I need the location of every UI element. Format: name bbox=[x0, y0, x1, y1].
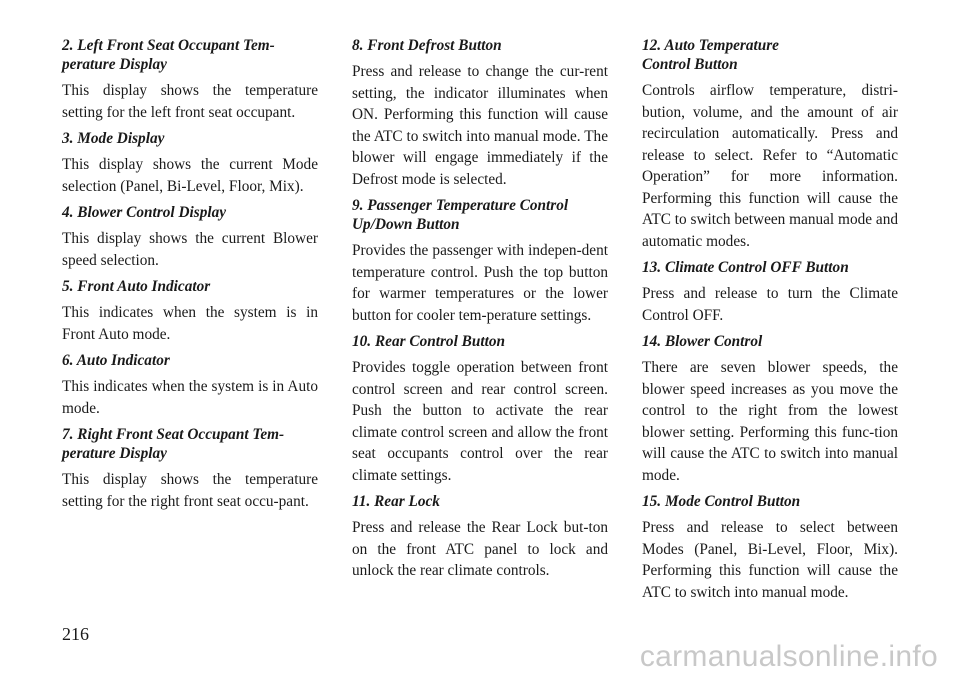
section-climate-control-off-button bbox=[642, 258, 898, 326]
section-heading: 9. Passenger Temperature Control Up/Down Button bbox=[352, 197, 569, 233]
section-body: This indicates when the system is in Auto mode. bbox=[62, 378, 318, 417]
section-body: Provides the passenger with indepen-dent temperature control. Push the top button for warmer temperatures or the lower button for cooler tem-perature settings. bbox=[352, 242, 608, 324]
section-mode-display bbox=[62, 129, 318, 197]
section-rear-lock bbox=[352, 492, 608, 582]
text-column-left bbox=[62, 36, 318, 518]
section-body: Press and release to select between Modes (Panel, Bi-Level, Floor, Mix). Performing this function will cause the ATC to switch into manual mode. bbox=[642, 519, 898, 601]
section-heading: 14. Blower Control bbox=[642, 333, 763, 350]
section-front-defrost-button bbox=[352, 36, 608, 190]
section-body: This display shows the current Mode selection (Panel, Bi-Level, Floor, Mix). bbox=[62, 156, 318, 195]
section-body: This display shows the current Blower speed selection. bbox=[62, 230, 318, 269]
section-body: Press and release to change the cur-rent setting, the indicator illuminates when ON. Performing this function will cause the ATC to switch into manual mode. The blower will engage immediately if the Defrost mode is selected. bbox=[352, 63, 608, 188]
section-passenger-temperature-control bbox=[352, 196, 608, 326]
section-heading: 10. Rear Control Button bbox=[352, 333, 506, 350]
section-body: Provides toggle operation between front control screen and rear control screen. Push the button to activate the rear climate control screen and allow the front seat occupants control over the rear climate settings. bbox=[352, 359, 608, 484]
section-heading: 4. Blower Control Display bbox=[62, 204, 227, 221]
section-heading: 8. Front Defrost Button bbox=[352, 37, 502, 54]
section-right-temperature-display bbox=[62, 425, 318, 512]
section-heading: 7. Right Front Seat Occupant Tem- perature Display bbox=[62, 426, 285, 462]
section-blower-control-display bbox=[62, 203, 318, 271]
section-heading: 5. Front Auto Indicator bbox=[62, 278, 211, 295]
section-auto-temperature-control-button bbox=[642, 36, 898, 252]
text-column-middle bbox=[352, 36, 608, 588]
section-body: This indicates when the system is in Front Auto mode. bbox=[62, 304, 318, 343]
section-body: Controls airflow temperature, distri-bution, volume, and the amount of air recirculation automatically. Press and release to select. Refer to “Automatic Operation” for more information. Performing this function will cause the ATC to switch between manual mode and automatic modes. bbox=[642, 82, 898, 250]
section-front-auto-indicator bbox=[62, 277, 318, 345]
section-heading: 13. Climate Control OFF Button bbox=[642, 259, 849, 276]
section-body: Press and release to turn the Climate Control OFF. bbox=[642, 285, 898, 324]
watermark: carmanualsonline.info bbox=[639, 640, 938, 673]
section-left-temperature-display bbox=[62, 36, 318, 123]
section-heading: 3. Mode Display bbox=[62, 130, 165, 147]
text-column-right bbox=[642, 36, 898, 609]
section-body: There are seven blower speeds, the blower speed increases as you move the control to the right from the lowest blower setting. Performing this func-tion will cause the ATC to switch into manual mode. bbox=[642, 359, 898, 484]
section-heading: 11. Rear Lock bbox=[352, 493, 440, 510]
section-blower-control bbox=[642, 332, 898, 486]
section-heading: 6. Auto Indicator bbox=[62, 352, 170, 369]
section-heading: 15. Mode Control Button bbox=[642, 493, 801, 510]
section-auto-indicator bbox=[62, 351, 318, 419]
section-rear-control-button bbox=[352, 332, 608, 486]
section-heading: 12. Auto Temperature Control Button bbox=[642, 37, 779, 73]
page-number: 216 bbox=[62, 624, 89, 644]
section-mode-control-button bbox=[642, 492, 898, 603]
section-heading: 2. Left Front Seat Occupant Tem- perature Display bbox=[62, 37, 275, 73]
section-body: This display shows the temperature setting for the left front seat occupant. bbox=[62, 82, 318, 121]
section-body: Press and release the Rear Lock but-ton on the front ATC panel to lock and unlock the rear climate controls. bbox=[352, 519, 608, 579]
section-body: This display shows the temperature setting for the right front seat occu-pant. bbox=[62, 471, 318, 510]
